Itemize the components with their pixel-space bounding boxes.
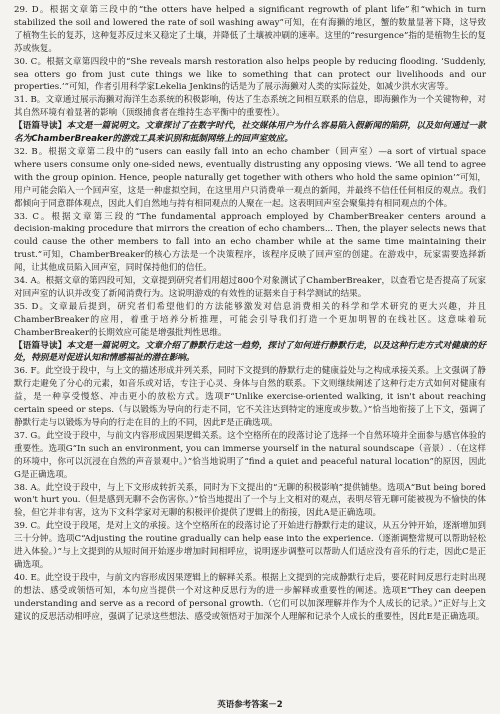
answer-explanation-q29: 29. D。根据文章第三段中的“the otters have helped a significant regrowth of plant life”和“which in turn stabilized the soil and lowered the rate of soil washing away”可知，在有海獭的地区，蟹的数量显著下降，这导致了植物生长的复苏，这种复苏反过来又稳定了土壤，并降低了土壤被冲刷的速率。这里的“resurgence”指的是植物生长的复苏或恢复。 [14,5,486,54]
answer-explanation-q38: 38. A。此空设于段中，与上下文形成转折关系，同时为下文提出的“无聊的积极影响”提供铺垫。选项A“But being bored won't hurt you.（但是感到无聊不会伤害你。）”恰当地提出了一个与上文相对的观点，表明尽管无聊可能被视为不愉快的体验，但它并非有害，这为下文科学家对无聊的积极评价提供了逻辑上的衔接，因此A是正确选项。 [14,482,486,519]
answer-explanation-q30: 30. C。根据文章第四段中的“She reveals marsh restoration also helps people by reducing flooding. ‘Suddenly, sea otters go from just cute things we like to something that can protect our livelihoods and our properties.’”可知，作者引用科学家Lekelia Jenkins的话是为了展示海獭对人类的实际益处，如减少洪水灾害等。 [14,56,486,93]
answer-explanation-q37: 37. G。此空设于段中，与前文内容形成因果逻辑关系。这个空格所在的段落讨论了选择一个自然环境并全面参与感官体验的重要性。选项G“In such an environment, you can immerse yourself in the natural soundscape（音景）.（在这样的环境中，你可以沉浸在自然的声音景观中。）”恰当地说明了“find a quiet and peaceful natural location”的原因，因此G是正确选项。 [14,430,486,480]
guide-text: 本文是一篇说明文。文章探讨了在数字时代，社交媒体用户为什么容易陷入假新闻的陷阱，以及如何通过一款名为ChamberBreaker的游戏工具来识别和抵制网络上的回声室效应。 [14,121,486,145]
answer-explanation-q32: 32. B。根据文章第二段中的“users can easily fall into an echo chamber（回声室）—a sort of virtual space where users consume only one-sided news, eventually distrusting any opposing views. ‘We all tend to agree with the group opinion. Hence, people naturally get together with others who hold the same opinion’”可知，用户可能会陷入一个回声室，这是一种虚拟空间，在这里用户只消费单一观点的新闻，并最终不信任任何相反的观点。我们都倾向于同意群体观点，因此人们自然地与持有相同观点的人聚在一起。这表明回声室会聚集持有相同观点的个体。 [14,146,486,209]
answer-explanation-q39: 39. C。此空设于段尾，是对上文的承接。这个空格所在的段落讨论了开始进行静默行走的建议，从五分钟开始，逐渐增加到三十分钟。选项C“Adjusting the routine gradually can help ease into the experience.（逐渐调整常规可以帮助轻松进入体验。）”与上文提到的从短时间开始逐步增加时间相呼应，说明逐步调整可以帮助人们适应没有音乐的行走，因此C是正确选项。 [14,521,486,570]
passage-guide [14,120,486,146]
answer-explanation-q33: 33. C。根据文章第三段的“The fundamental approach employed by ChamberBreaker centers around a decision-making procedure that mirrors the creation of echo chambers... Then, the player selects news that could cause the other members to fall into an echo chamber while at the same time maintaining their trust.”可知，ChamberBreaker的核心方法是一个决策程序，该程序反映了回声室的创建。在游戏中，玩家需要选择新闻，让其他成员陷入回声室，同时保持他们的信任。 [14,211,486,274]
answer-explanation-q34: 34. A。根据文章的第四段可知，文章提到研究者们用超过800个对象测试了ChamberBreaker，以查看它是否提高了玩家对回声室的认识并改变了新闻消费行为。这说明游戏的有效性的证据来自于科学测试的结果。 [14,276,486,299]
guide-label: 【语篇导读】 [14,121,67,132]
answer-content [14,4,486,624]
guide-label: 【语篇导读】 [14,340,67,351]
passage-guide [14,340,486,366]
page-footer: 英语参考答案－2 [217,700,283,710]
answer-explanation-q31: 31. B。文章通过展示海獭对海洋生态系统的积极影响，传达了生态系统之间相互联系的信息，即海獭作为一个关键物种，对其自然环境有着显著的影响（顶级捕食者在维持生态平衡中的重要性）。 [14,95,486,119]
guide-text: 本文是一篇说明文。文章介绍了静默行走这一趋势，探讨了如何进行静默行走，以及这种行走方式对健康的好处，特别是对促进认知和情感福祉的潜在影响。 [14,340,486,364]
answer-explanation-q40: 40. E。此空设于段中，与前文内容形成因果逻辑上的解释关系。根据上文提到的完成静默行走后，要花时间反思行走时出现的想法、感受或领悟可知，本句应当提供一个对这种反思行为的进一步解释或重要性的阐述。选项E“They can deepen understanding and serve as a record of personal growth.（它们可以加深理解并作为个人成长的记录。）”正好与上文建议的反思活动相呼应，强调了记录这些想法、感受或领悟对于加深个人理解和记录个人成长的重要性，因此E是正确选项。 [14,572,486,622]
answer-explanation-q35: 35. D。文章最后提到，研究者们希望他们的方法能够激发对信息消费相关的科学和学术研究的更大兴趣，并且ChamberBreaker的应用，着重于培养分析推理，可能会引导我们打造一个更加明智的在线社区。这意味着玩ChamberBreaker的长期效应可能是增强批判性思维。 [14,301,486,338]
answer-explanation-q36: 36. F。此空设于段中，与上文的描述形成并列关系，同时下文提到的静默行走的健康益处与之构成承接关系。上文强调了静默行走避免了分心的元素，如音乐或对话，专注于心灵、身体与自然的联系。下文则继续阐述了这种行走方式如何对健康有益，是一种享受慢悠、冲击更小的放松方式。选项F“Unlike exercise-oriented walking, it isn't about reaching certain speed or steps.（与以锻炼为导向的行走不同，它不关注达到特定的速度或步数。）”恰当地衔接了上下文，强调了静默行走与以锻炼为导向的行走在目的上的不同，因此F是正确选项。 [14,366,486,428]
